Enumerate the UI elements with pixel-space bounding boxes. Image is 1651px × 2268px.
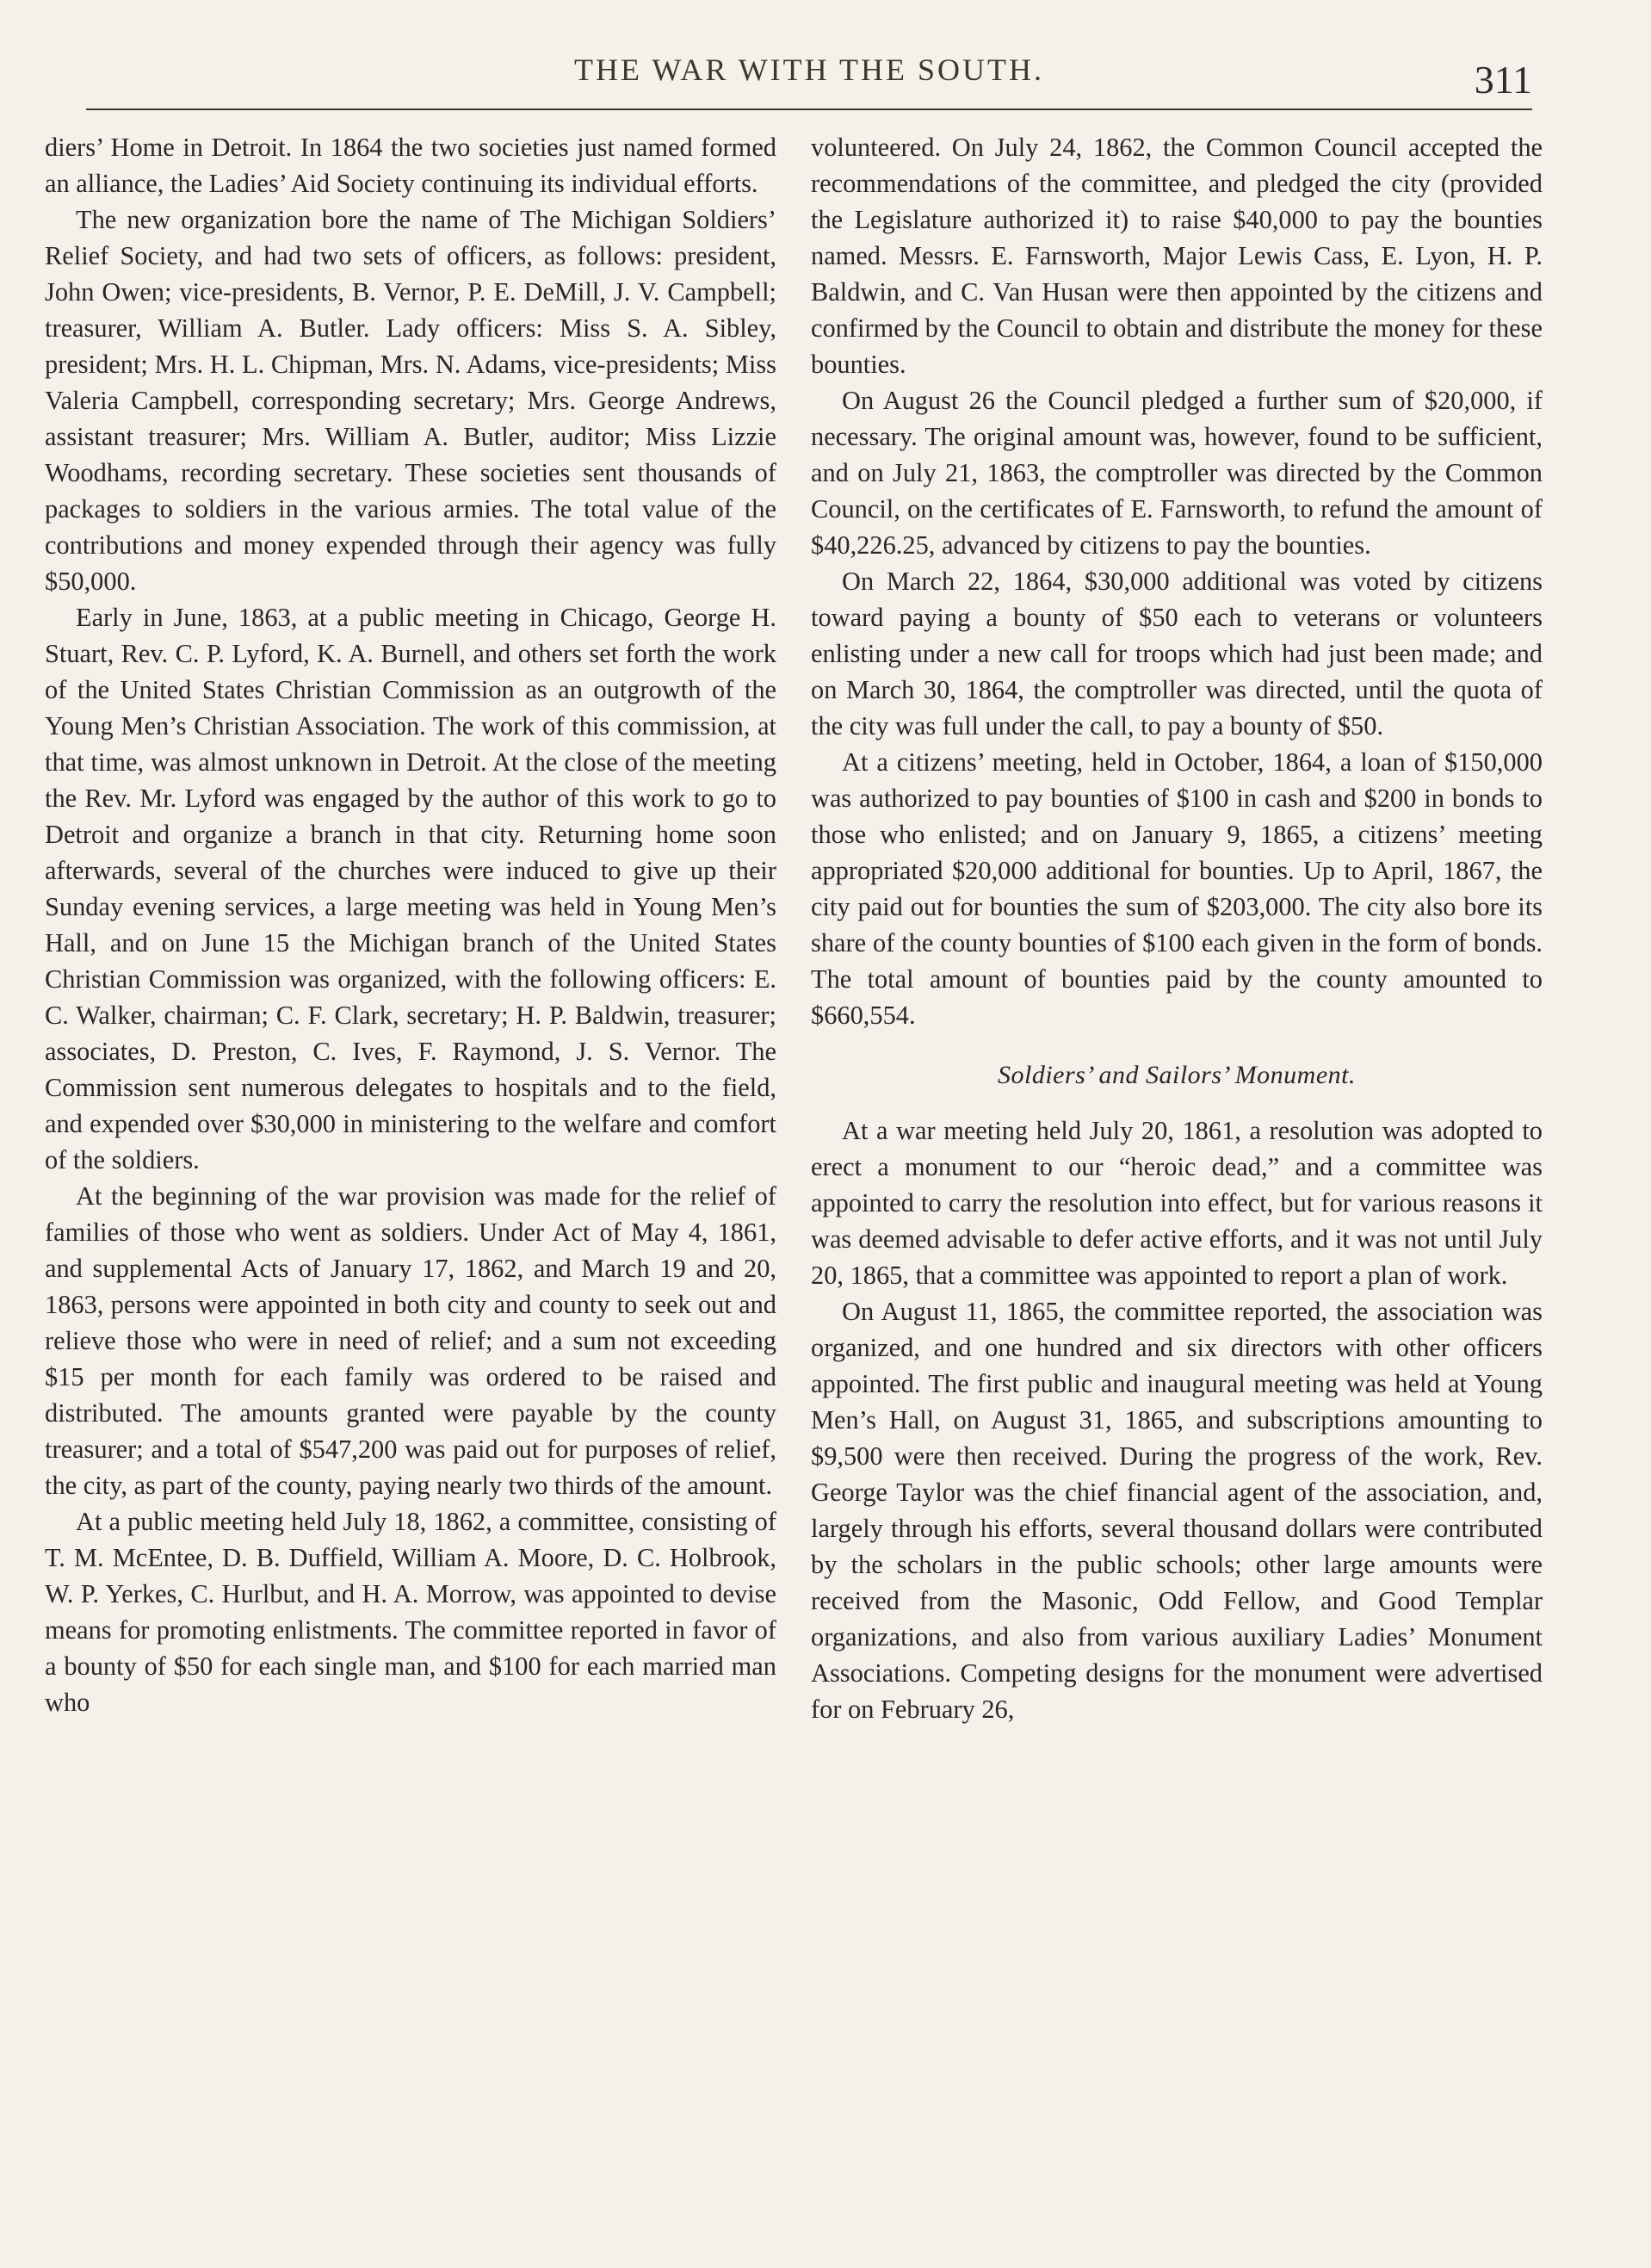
right-column xyxy=(811,129,1543,1727)
paragraph: volunteered. On July 24, 1862, the Common Council accepted the recommendations of the committee, and pledged the city (provided the Legislature authorized it) to raise $40,000 to pay the bounties named. Messrs. E. Farnsworth, Major Lewis Cass, E. Lyon, H. P. Baldwin, and C. Van Husan were then appointed by the citizens and confirmed by the Council to obtain and distribute the money for these bounties. xyxy=(811,133,1543,379)
paragraph: On March 22, 1864, $30,000 additional was voted by citizens toward paying a bounty of $50 each to veterans or volunteers enlisting under a new call for troops which had just been made; and on March 30, 1864, the comptroller was directed, until the quota of the city was full under the call, to pay a bounty of $50. xyxy=(811,567,1543,741)
page-number: 311 xyxy=(1474,58,1532,102)
paragraph: On August 26 the Council pledged a further sum of $20,000, if necessary. The original amount was, however, found to be sufficient, and on July 21, 1863, the comptroller was directed by the Common Council, on the certificates of E. Farnsworth, to refund the amount of $40,226.25, advanced by citizens to pay the bounties. xyxy=(811,386,1543,560)
paragraph: At a public meeting held July 18, 1862, a committee, consisting of T. M. McEntee, D. B. Duffield, William A. Moore, D. C. Holbrook, W. P. Yerkes, C. Hurlbut, and H. A. Morrow, was appointed to devise means for promoting enlistments. The committee reported in favor of a bounty of $50 for each single man, and $100 for each married man who xyxy=(45,1507,776,1717)
page-header xyxy=(86,52,1532,110)
left-column xyxy=(45,129,776,1720)
running-head: THE WAR WITH THE SOUTH. xyxy=(574,53,1044,87)
section-heading: Soldiers’ and Sailors’ Monument. xyxy=(998,1061,1356,1089)
paragraph: At a citizens’ meeting, held in October, 1864, a loan of $150,000 was authorized to pay bounties of $100 in cash and $200 in bonds to those who enlisted; and on January 9, 1865, a citizens’ meeting appropriated $20,000 additional for bounties. Up to April, 1867, the city paid out for bounties the sum of $203,000. The city also bore its share of the county bounties of $100 each given in the form of bonds. The total amount of bounties paid by the county amounted to $660,554. xyxy=(811,747,1543,1030)
paragraph: diers’ Home in Detroit. In 1864 the two societies just named formed an alliance, the Ladies’ Aid Society continuing its individual efforts. xyxy=(45,133,776,198)
paragraph: At a war meeting held July 20, 1861, a resolution was adopted to erect a monument to our “heroic dead,” and a committee was appointed to carry the resolution into effect, but for various reasons it was deemed advisable to defer active efforts, and it was not until July 20, 1865, that a committee was appointed to report a plan of work. xyxy=(811,1116,1543,1290)
paragraph: Early in June, 1863, at a public meeting in Chicago, George H. Stuart, Rev. C. P. Lyford, K. A. Burnell, and others set forth the work of the United States Christian Commission as an outgrowth of the Young Men’s Christian Association. The work of this commission, at that time, was almost unknown in Detroit. At the close of the meeting the Rev. Mr. Lyford was engaged by the author of this work to go to Detroit and organize a branch in that city. Returning home soon afterwards, several of the churches were induced to give up their Sunday evening services, a large meeting was held in Young Men’s Hall, and on June 15 the Michigan branch of the United States Christian Commission was organized, with the following officers: E. C. Walker, chairman; C. F. Clark, secretary; H. P. Baldwin, treasurer; associates, D. Preston, C. Ives, F. Raymond, J. S. Vernor. The Commission sent numerous delegates to hospitals and to the field, and expended over $30,000 in ministering to the welfare and comfort of the soldiers. xyxy=(45,603,776,1174)
paragraph: At the beginning of the war provision was made for the relief of families of those who went as soldiers. Under Act of May 4, 1861, and supplemental Acts of January 17, 1862, and March 19 and 20, 1863, persons were appointed in both city and county to seek out and relieve those who were in need of relief; and a sum not exceeding $15 per month for each family was ordered to be raised and distributed. The amounts granted were payable by the county treasurer; and a total of $547,200 was paid out for purposes of relief, the city, as part of the county, paying nearly two thirds of the amount. xyxy=(45,1181,776,1500)
paragraph: On August 11, 1865, the committee reported, the association was organized, and one hundred and six directors with other officers appointed. The first public and inaugural meeting was held at Young Men’s Hall, on August 31, 1865, and subscriptions amounting to $9,500 were then received. During the progress of the work, Rev. George Taylor was the chief financial agent of the association, and, largely through his efforts, several thousand dollars were contributed by the scholars in the public schools; other large amounts were received from the Masonic, Odd Fellow, and Good Templar organizations, and also from various auxiliary Ladies’ Monument Associations. Competing designs for the monument were advertised for on February 26, xyxy=(811,1297,1543,1724)
paragraph: The new organization bore the name of The Michigan Soldiers’ Relief Society, and had two sets of officers, as follows: president, John Owen; vice-presidents, B. Vernor, P. E. DeMill, J. V. Campbell; treasurer, William A. Butler. Lady officers: Miss S. A. Sibley, president; Mrs. H. L. Chipman, Mrs. N. Adams, vice-presidents; Miss Valeria Campbell, corresponding secretary; Mrs. George Andrews, assistant treasurer; Mrs. William A. Butler, auditor; Miss Lizzie Woodhams, recording secretary. These societies sent thousands of packages to soldiers in the various armies. The total value of the contributions and money expended through their agency was fully $50,000. xyxy=(45,205,776,596)
